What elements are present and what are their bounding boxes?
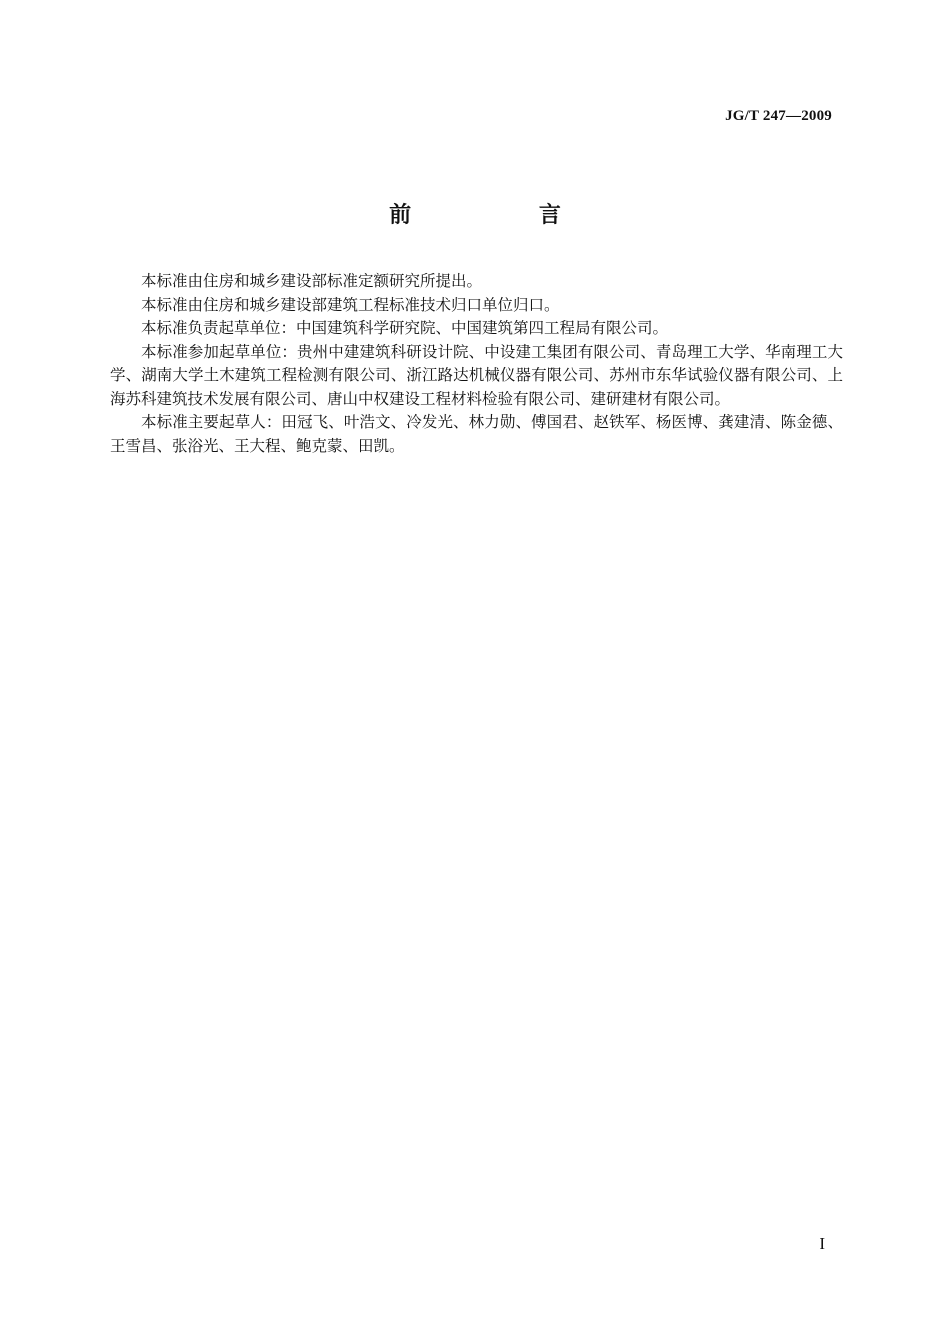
paragraph-administrator: 本标准由住房和城乡建设部建筑工程标准技术归口单位归口。 [141,295,560,314]
page-number: I [819,1234,825,1253]
section-title-foreword: 前 言 [389,203,621,228]
standard-code: JG/T 247—2009 [725,108,832,124]
paragraph-lead-drafting-units: 本标准负责起草单位：中国建筑科学研究院、中国建筑第四工程局有限公司。 [141,319,669,337]
paragraph-main-drafters: 本标准主要起草人：田冠飞、叶浩文、冷发光、林力勋、傅国君、赵铁军、杨医博、龚建清、陈金德、王雪昌、张浴光、王大程、鲍克蒙、田凯。 [110,413,843,455]
foreword-body [110,270,843,458]
paragraph-participating-units: 本标准参加起草单位：贵州中建建筑科研设计院、中设建工集团有限公司、青岛理工大学、华南理工大学、湖南大学土木建筑工程检测有限公司、浙江路达机械仪器有限公司、苏州市东华试验仪器有限公司、上海苏科建筑技术发展有限公司、唐山中权建设工程材料检验有限公司、建研建材有限公司。 [110,342,843,408]
paragraph-proposer: 本标准由住房和城乡建设部标准定额研究所提出。 [141,272,483,290]
